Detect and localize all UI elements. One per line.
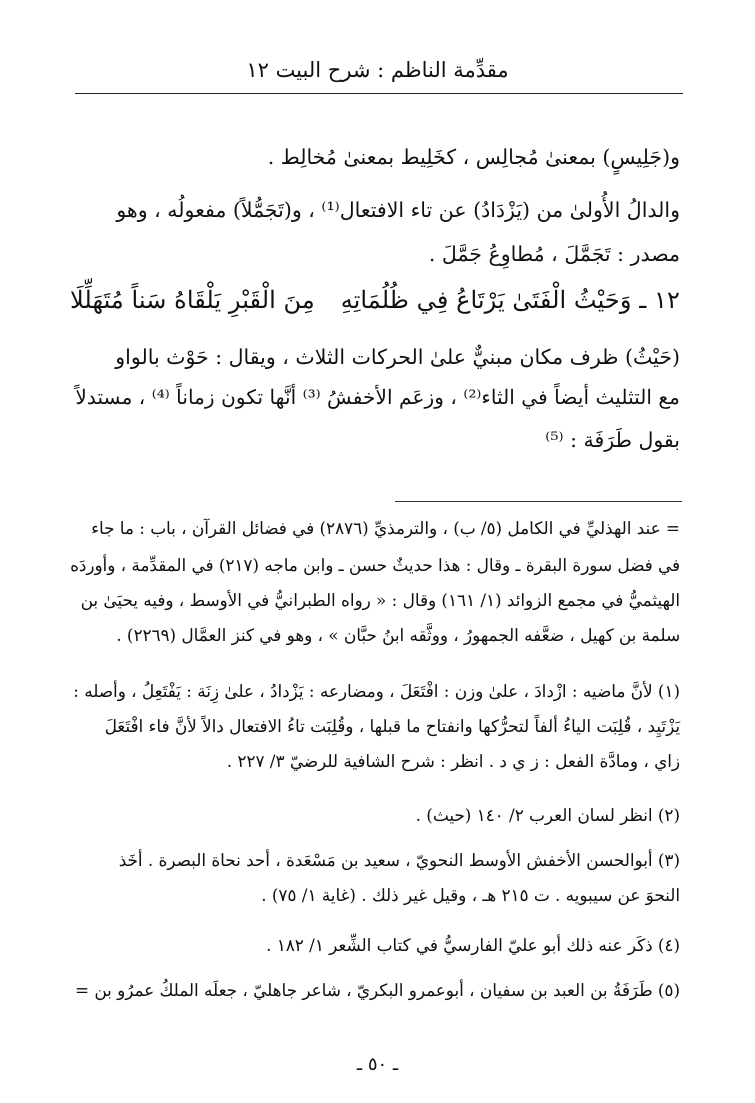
footnote-line: (٥) طَرَفَةُ بن العبد بن سفيان ، أبوعمرو البكريّ ، شاعر جاهليّ ، جعلَه الملكُ عمرُو بن = [74, 980, 680, 1000]
body-line: مصدر : تَجَمَّلَ ، مُطاوِعُ جَمَّلَ . [428, 242, 680, 266]
verse-hemistich-second: مِنَ الْقَبْرِ يَلْقَاهُ سَناً مُتَهَلِّلَا [70, 286, 315, 314]
footnote-line: (١) لأنَّ ماضيه : ازْدادَ ، علىٰ وزن : افْتَعَلَ ، ومضارعه : يَزْدادُ ، علىٰ زِنَة : يَفْتَعِلُ ، وأصله : [73, 681, 680, 701]
body-line: والدالُ الأُولىٰ من (يَزْدَادُ) عن تاء الافتعال⁽¹⁾ ، و(تَجَمُّلاً) مفعولُه ، وهو [116, 198, 680, 222]
running-header: مقدِّمة الناظم : شرح البيت ١٢ [246, 58, 509, 82]
footnote-line: في فضل سورة البقرة ـ وقال : هذا حديثٌ حسن ـ وابن ماجه (٢١٧) في المقدِّمة ، وأوردَه [70, 555, 680, 575]
header-divider [75, 93, 683, 94]
body-line: و(جَلِيسٍ) بمعنىٰ مُجالِس ، كخَلِيط بمعنىٰ مُخالِط . [267, 145, 680, 169]
footnote-line: يَزْتَيِد ، قُلِبَت الياءُ ألفاً لتحرُّكها وانفتاح ما قبلها ، وقُلِبَت تاءُ الافتعال دالاً لأنَّ فاء افْتَعَلَ [104, 716, 680, 736]
page-number: ـ ٥٠ ـ [356, 1054, 399, 1075]
body-line: مع التثليث أيضاً في الثاء⁽²⁾ ، وزعَم الأخفشُ ⁽³⁾ أنَّها تكون زماناً ⁽⁴⁾ ، مستدلاً [75, 385, 680, 409]
footnote-line: (٣) أبوالحسن الأخفش الأوسط النحويّ ، سعيد بن مَسْعَدة ، أحد نحاة البصرة . أخَذ [118, 850, 680, 870]
footnote-line: زاي ، ومادَّة الفعل : ز ي د . انظر : شرح الشافية للرضيّ ٣/ ٢٢٧ . [226, 751, 680, 771]
footnote-line: سلمة بن كهيل ، ضعَّفه الجمهورُ ، ووثَّقه ابنُ حبَّان » ، وهو في كنز العمَّال (٢٢٦٩) . [116, 625, 680, 645]
verse-line [70, 280, 680, 320]
footnote-divider [395, 501, 682, 502]
footnote-line: (٤) ذكَر عنه ذلك أبو عليّ الفارسيُّ في كتاب الشِّعر ١/ ١٨٢ . [266, 935, 680, 955]
body-line: بقول طَرَفَة : ⁽⁵⁾ [545, 428, 680, 452]
footnote-line: الهيثميُّ في مجمع الزوائد (١/ ١٦١) وقال : « رواه الطبرانيُّ في الأوسط ، وفيه يحيَىٰ بن [80, 590, 680, 610]
footnote-line: (٢) انظر لسان العرب ٢/ ١٤٠ (حيث) . [415, 805, 680, 825]
verse-hemistich-first: ١٢ ـ وَحَيْثُ الْفَتَىٰ يَرْتَاعُ فِي ظُلُمَاتِهِ [340, 286, 680, 314]
footnote-line: = عند الهذليِّ في الكامل (٥/ ب) ، والترمذيِّ (٢٨٧٦) في فضائل القرآن ، باب : ما جاء [91, 518, 680, 538]
footnote-line: النحوَ عن سيبويه . ت ٢١٥ هـ ، وقيل غير ذلك . (غاية ١/ ٧٥) . [261, 885, 680, 905]
body-line: (حَيْثُ) ظرف مكان مبنيٌّ علىٰ الحركات الثلاث ، ويقال : حَوْث بالواو [115, 345, 680, 369]
